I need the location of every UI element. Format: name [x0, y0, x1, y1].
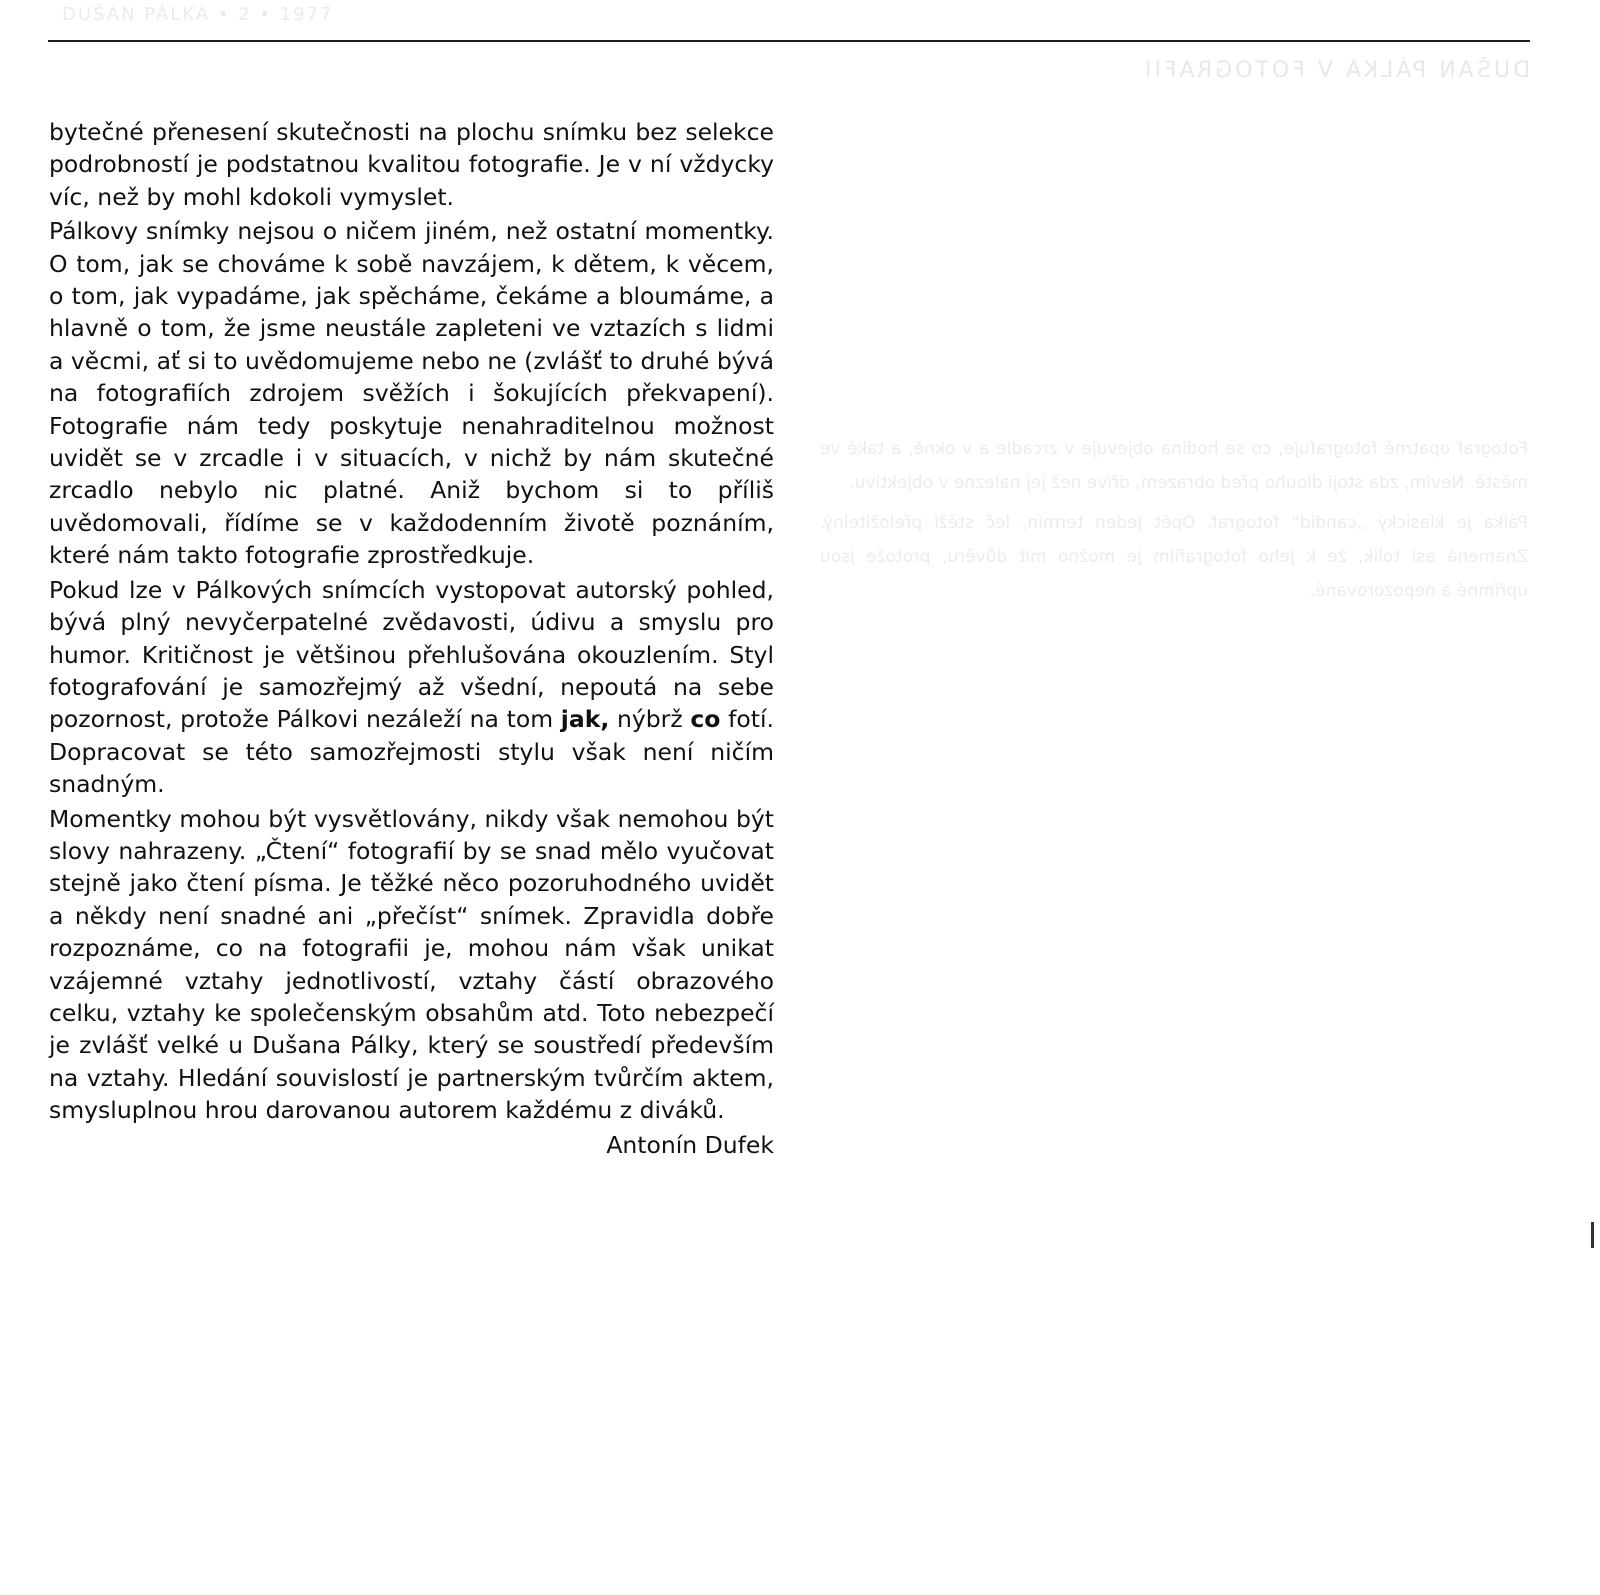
- emphasis-jak: jak,: [560, 705, 610, 734]
- bleed-through-top-text: DUŠAN PÁLKA • 2 • 1977: [62, 4, 334, 25]
- author-byline: Antonín Dufek: [606, 1130, 774, 1159]
- paragraph-3-text-end: fotí. Dopracovat se této samozřejmosti stylu však není ničím snadným.: [49, 705, 775, 799]
- bleed-through-paragraph: Fotograf opatrně fotografuje, co se hodina objevuje v zrcadle a v okně, a také ve městě. Nevím, zda stojí dlouho před obrazem, dříve než jej nalezne v objektivu.: [820, 439, 1528, 493]
- paragraph-3: [49, 574, 774, 801]
- article-column: [49, 116, 774, 1161]
- paragraph-4: Momentky mohou být vysvětlovány, nikdy však nemohou být slovy nahrazeny. „Čtení“ fotografií by se snad mělo vyučovat stejně jako čtení písma. Je těžké něco pozoruhodného uvidět a někdy není snadné ani „přečíst“ snímek. Zpravidla dobře rozpoznáme, co na fotografii je, mohou nám však unikat vzájemné vztahy jednotlivostí, vztahy částí obrazového celku, vztahy ke společenským obsahům atd. Toto nebezpečí je zvlášť velké u Dušana Pálky, který se soustředí především na vztahy. Hledání souvislostí je partnerským tvůrčím aktem, smysluplnou hrou darovanou autorem každému z diváků.: [49, 804, 774, 1125]
- paragraph-3-text-mid: nýbrž: [609, 705, 691, 734]
- paragraph-2: Pálkovy snímky nejsou o ničem jiném, než ostatní momentky. O tom, jak se chováme k sobě navzájem, k dětem, k věcem, o tom, jak vypadáme, jak spěcháme, čekáme a bloumáme, a hlavně o tom, že jsme neustále zapleteni ve vztazích s lidmi a věcmi, ať si to uvědomujeme nebo ne (zvlášť to druhé bývá na fotografiích zdrojem svěžích i šokujících překvapení). Fotografie nám tedy poskytuje nenahraditelnou možnost uvidět se v zrcadle i v situacích, v nichž by nám skutečné zrcadlo nebylo nic platné. Aniž bychom si to příliš uvědomovali, řídíme se v každodenním životě poznáním, které nám takto fotografie zprostředkuje.: [49, 217, 774, 570]
- paragraph-1: bytečné přenesení skutečnosti na plochu snímku bez selekce podrobností je podstatnou kvalitou fotografie. Je v ní vždycky víc, než by mohl kdokoli vymyslet.: [49, 118, 774, 211]
- bleed-through-paragraph: Pálka je klasický „candid“ fotograf. Opět jeden termín, leč stěží přeložitelný. Znamená asi tolik, že k jeho fotografiím je možno mít důvěru, protože jsou upřímné a nepozorované.: [820, 513, 1528, 601]
- header-rule: [48, 40, 1530, 42]
- bleed-through-column: [820, 432, 1528, 614]
- paragraph-3-text-start: Pokud lze v Pálkových snímcích vystopovat autorský pohled, bývá plný nevyčerpatelné zvědavosti, údivu a smyslu pro humor. Kritičnost je většinou přehlušována okouzlením. Styl fotografování je samozřejmý až všední, nepoutá na sebe pozornost, protože Pálkovi nezáleží na tom: [49, 575, 774, 734]
- bleed-through-header: DUŠAN PÁLKA V FOTOGRAFII: [1141, 58, 1530, 83]
- page-edge-mark: [1591, 1222, 1594, 1248]
- emphasis-co: co: [690, 705, 721, 734]
